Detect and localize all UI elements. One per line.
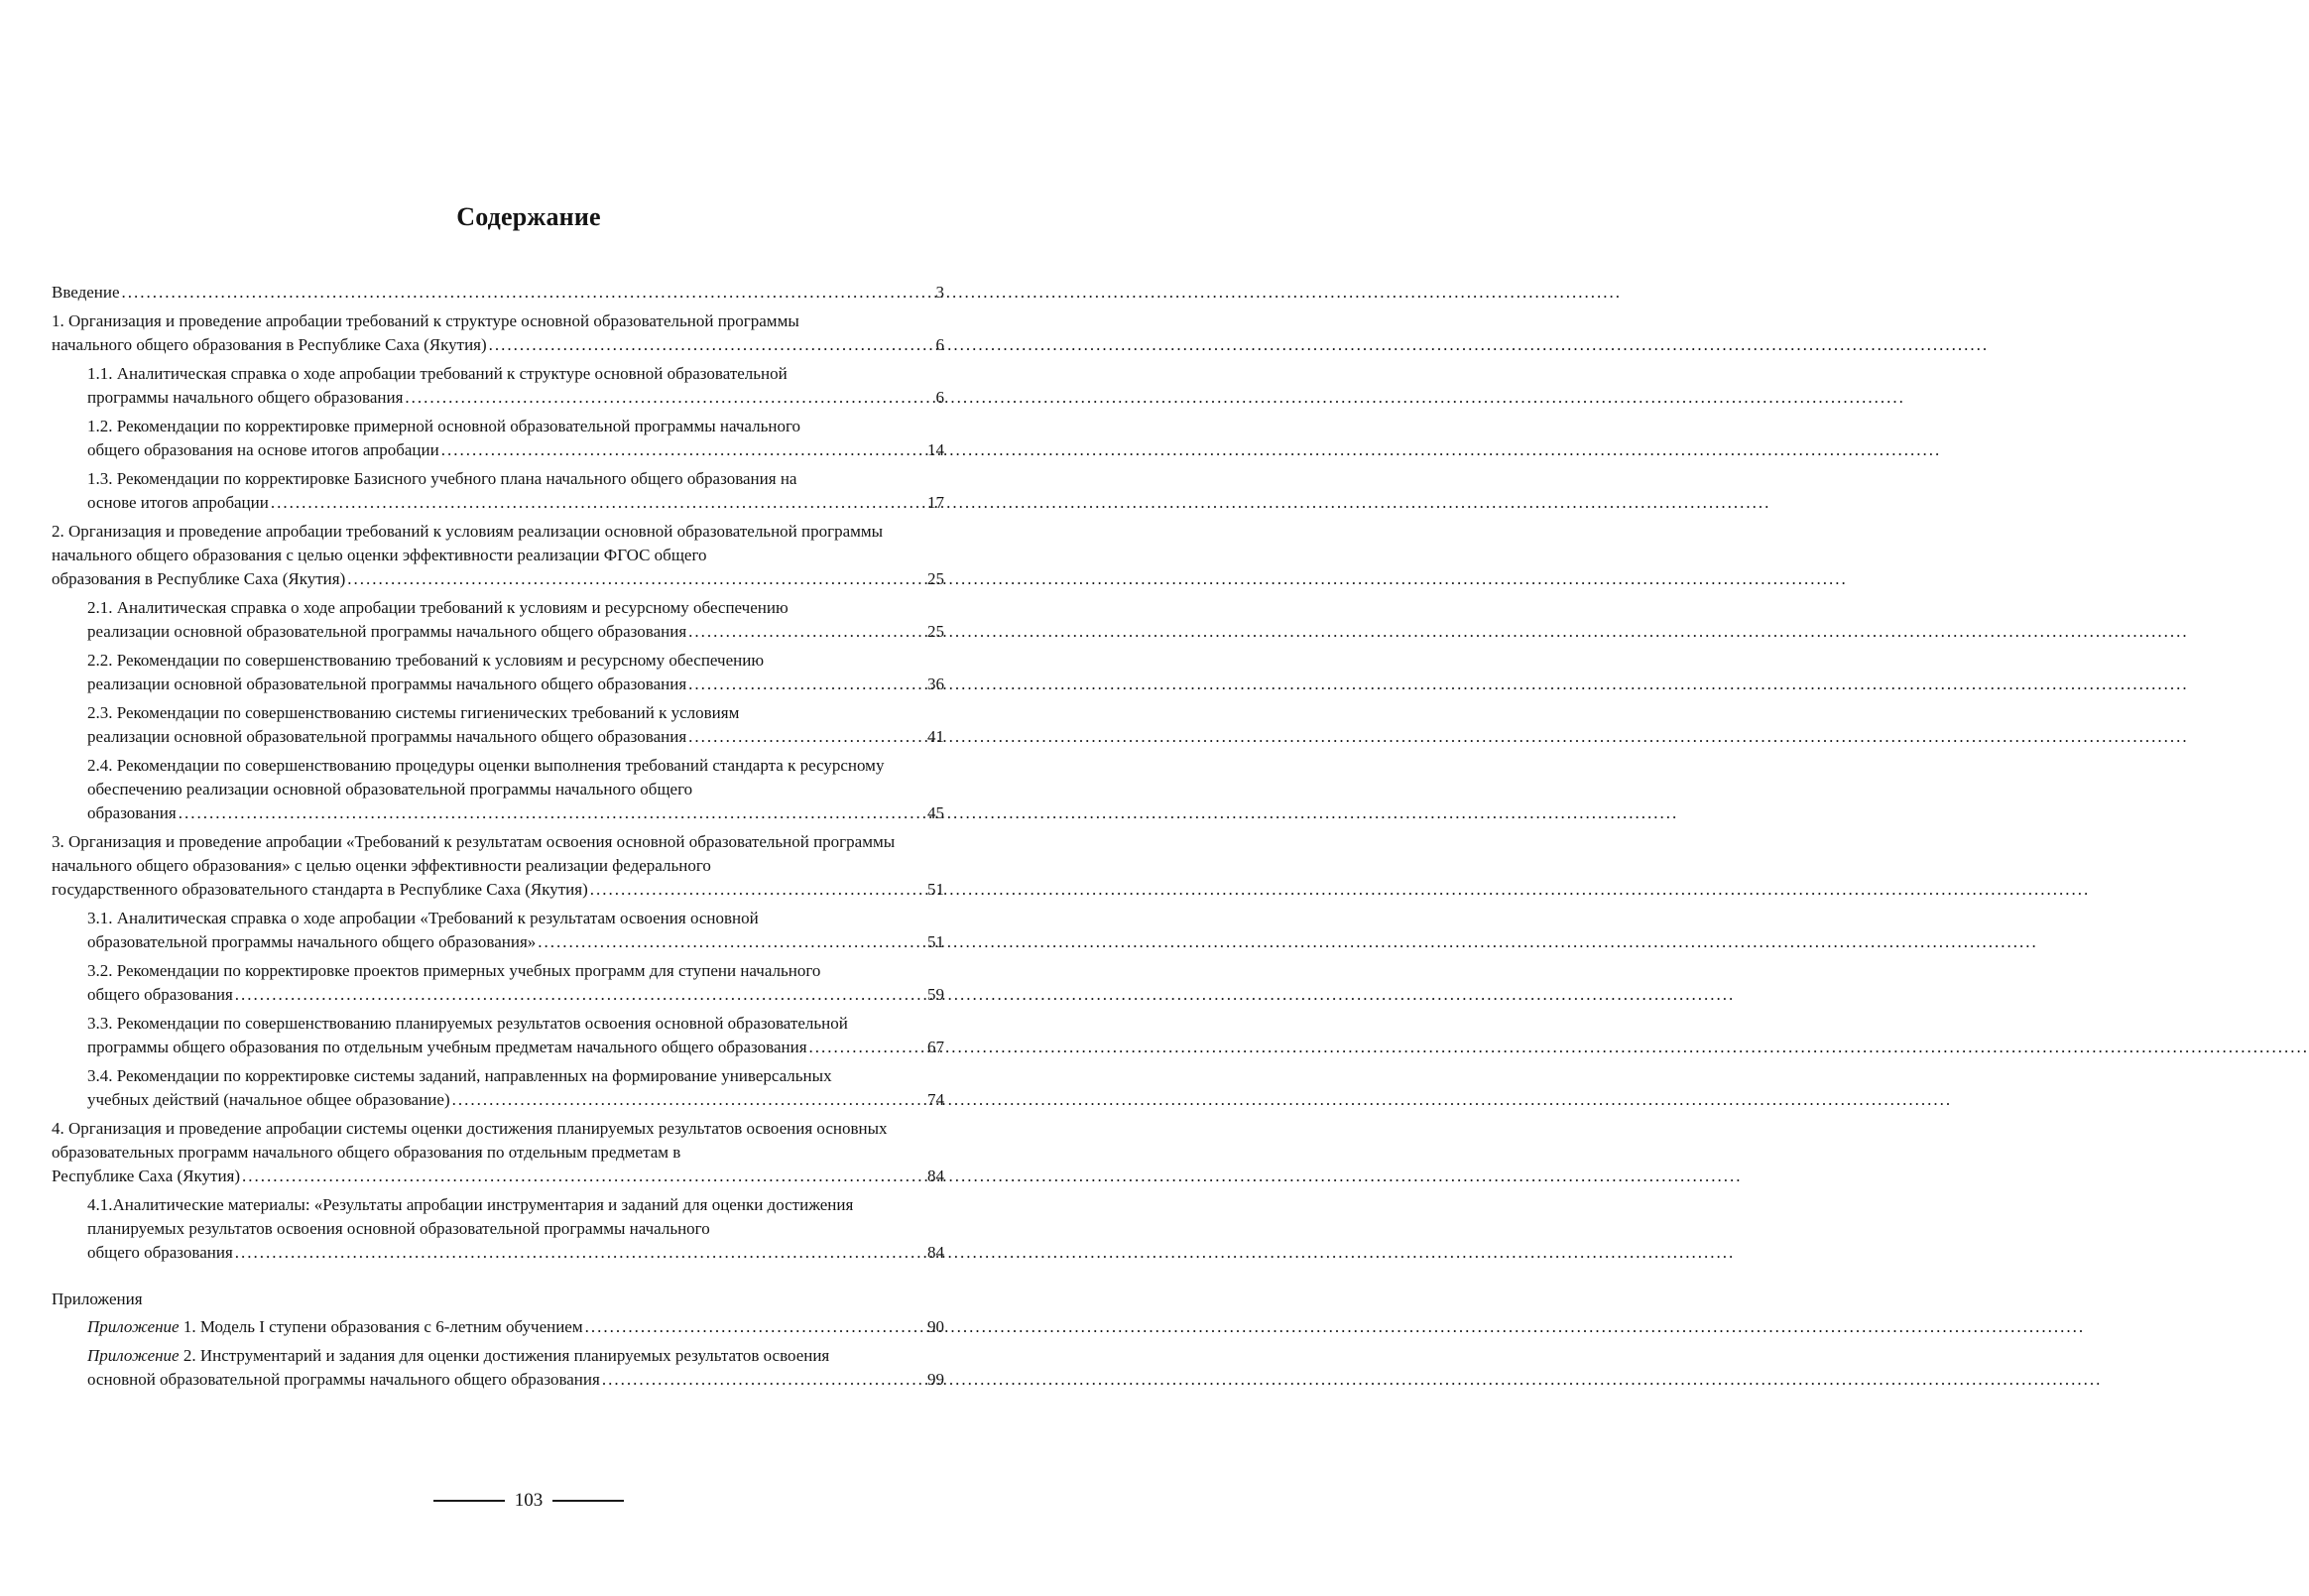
toc-entry-text: 2.4. Рекомендации по совершенствованию процедуры оценки выполнения требований стандарта к ресурсному обеспечению реализации основной образовательной программы начального общего (87, 756, 885, 798)
dot-leader (405, 386, 931, 410)
table-of-contents (52, 281, 944, 1270)
toc-entry-text: 4. Организация и проведение апробации системы оценки достижения планируемых результатов освоения основных образовательных программ начального общего образования по отдельным предметам в (52, 1119, 888, 1162)
toc-entry-text: реализации основной образовательной программы начального общего образования (87, 622, 687, 641)
dot-leader (242, 1165, 923, 1188)
appendix-entry-line-text (87, 1315, 583, 1339)
toc-entry (52, 596, 944, 644)
toc-entry (52, 1117, 944, 1188)
toc-entry-line (87, 620, 944, 644)
toc-entry-text: программы начального общего образования (87, 388, 404, 407)
appendix-prefix: Приложение (87, 1317, 180, 1336)
dot-leader (688, 673, 923, 696)
dot-leader (441, 438, 923, 462)
appendix-entry (52, 1315, 944, 1339)
document-page (0, 0, 1057, 1596)
toc-entry-text: 1.2. Рекомендации по корректировке примерной основной образовательной программы начального (87, 417, 800, 435)
dot-leader (688, 725, 923, 749)
toc-entry-text: образования в Республике Саха (Якутия) (52, 569, 346, 588)
toc-entry-text: 2.1. Аналитическая справка о ходе апробации требований к условиям и ресурсному обеспечению (87, 598, 789, 617)
dot-leader (452, 1088, 923, 1112)
appendix-heading: Приложения (52, 1289, 143, 1308)
toc-entry-line (87, 673, 944, 696)
dot-leader (538, 930, 923, 954)
toc-entry-line (87, 438, 944, 462)
dot-leader (122, 281, 932, 305)
dot-leader (602, 1368, 923, 1392)
toc-entry-line (52, 878, 944, 902)
dot-leader (585, 1315, 923, 1339)
page-number: 103 (514, 1490, 544, 1511)
toc-entry-text: программы общего образования по отдельным учебным предметам начального общего образования (87, 1038, 807, 1056)
toc-entry-text: образования (87, 803, 177, 822)
toc-entry-text: 3. Организация и проведение апробации «Требований к результатам освоения основной образовательной программы начального общего образования» с целью оценки эффективности реализации федерального (52, 832, 896, 875)
appendix-entry-line (87, 1315, 944, 1339)
dot-leader (235, 1241, 923, 1265)
toc-entry-line (52, 281, 944, 305)
dot-leader (489, 333, 932, 357)
dot-leader (809, 1036, 923, 1059)
toc-entry-text: общего образования (87, 1243, 233, 1262)
appendix-entry-line-text (87, 1368, 600, 1392)
toc-page-number: 25 (927, 569, 944, 588)
toc-page-number: 45 (927, 803, 944, 822)
toc-entry-text: 1. Организация и проведение апробации требований к структуре основной образовательной программы (52, 311, 799, 330)
toc-page-number: 74 (927, 1090, 944, 1109)
toc-entry (52, 907, 944, 954)
toc-entry-line (87, 930, 944, 954)
toc-entry-line (52, 333, 944, 357)
appendix-entry-text: 2. Инструментарий и задания для оценки достижения планируемых результатов освоения (179, 1346, 830, 1365)
toc-page-number: 14 (927, 440, 944, 459)
appendix-prefix: Приложение (87, 1346, 180, 1365)
toc-entry-line (87, 983, 944, 1007)
toc-entry-text: 1.1. Аналитическая справка о ходе апробации требований к структуре основной образовательной (87, 364, 788, 383)
footer-rule-left (433, 1500, 505, 1502)
toc-entry-line (87, 386, 944, 410)
toc-page-number: 3 (935, 283, 944, 302)
toc-entry-line (87, 1036, 944, 1059)
toc-entry-text: Республике Саха (Якутия) (52, 1166, 241, 1185)
toc-page-number: 84 (927, 1243, 944, 1262)
toc-entry-line (87, 725, 944, 749)
appendix-list (52, 1315, 944, 1397)
toc-entry-line (52, 1165, 944, 1188)
toc-entry (52, 309, 944, 357)
toc-entry (52, 701, 944, 749)
toc-page-number: 84 (927, 1166, 944, 1185)
toc-entry-text: 3.2. Рекомендации по корректировке проектов примерных учебных программ для ступени начального (87, 961, 821, 980)
toc-entry (52, 281, 944, 305)
toc-page-number: 25 (927, 622, 944, 641)
dot-leader (347, 567, 923, 591)
appendix-page-number: 99 (927, 1370, 944, 1389)
toc-page-number: 17 (927, 493, 944, 512)
toc-entry-line (87, 491, 944, 515)
toc-entry-text: 2. Организация и проведение апробации требований к условиям реализации основной образовательной программы начального общего образования с целью оценки эффективности реализации ФГОС общего (52, 522, 884, 564)
dot-leader (179, 801, 923, 825)
toc-page-number: 59 (927, 985, 944, 1004)
appendix-entry-text: 1. Модель I ступени образования с 6-летним обучением (179, 1317, 583, 1336)
toc-entry (52, 467, 944, 515)
footer-rule-right (552, 1500, 624, 1502)
toc-entry-text: 2.2. Рекомендации по совершенствованию требований к условиям и ресурсному обеспечению (87, 651, 765, 670)
page-title: Содержание (456, 202, 601, 231)
toc-entry-text: учебных действий (начальное общее образование) (87, 1090, 450, 1109)
toc-entry (52, 520, 944, 591)
toc-entry-text: 3.3. Рекомендации по совершенствованию планируемых результатов освоения основной образовательной (87, 1014, 848, 1033)
toc-entry (52, 830, 944, 902)
toc-page-number: 51 (927, 932, 944, 951)
toc-entry-text: реализации основной образовательной программы начального общего образования (87, 675, 687, 693)
toc-entry-text: начального общего образования в Республике Саха (Якутия) (52, 335, 487, 354)
dot-leader (271, 491, 923, 515)
dot-leader (688, 620, 923, 644)
toc-entry-text: общего образования на основе итогов апробации (87, 440, 439, 459)
toc-page-number: 41 (927, 727, 944, 746)
toc-entry (52, 754, 944, 825)
appendix-page-number: 90 (927, 1317, 944, 1336)
toc-entry (52, 1193, 944, 1265)
toc-page-number: 67 (927, 1038, 944, 1056)
toc-entry-line (87, 801, 944, 825)
dot-leader (235, 983, 923, 1007)
dot-leader (590, 878, 923, 902)
appendix-entry (52, 1344, 944, 1392)
toc-entry-text: основе итогов апробации (87, 493, 269, 512)
toc-entry-text: общего образования (87, 985, 233, 1004)
toc-entry (52, 415, 944, 462)
toc-entry (52, 959, 944, 1007)
appendix-entry-line (87, 1368, 944, 1392)
toc-entry-line (87, 1088, 944, 1112)
page-footer (0, 1490, 1057, 1512)
toc-entry (52, 1064, 944, 1112)
toc-entry-text: образовательной программы начального общего образования» (87, 932, 537, 951)
toc-entry-text: государственного образовательного стандарта в Республике Саха (Якутия) (52, 880, 588, 899)
toc-entry-text: 3.1. Аналитическая справка о ходе апробации «Требований к результатам освоения основной (87, 909, 759, 927)
toc-entry-text: Введение (52, 283, 120, 302)
appendix-entry-text: основной образовательной программы начального общего образования (87, 1370, 600, 1389)
toc-entry-text: 1.3. Рекомендации по корректировке Базисного учебного плана начального общего образования на (87, 469, 797, 488)
toc-page-number: 6 (935, 388, 944, 407)
toc-entry-text: 3.4. Рекомендации по корректировке системы заданий, направленных на формирование универсальных (87, 1066, 832, 1085)
toc-entry-text: реализации основной образовательной программы начального общего образования (87, 727, 687, 746)
toc-entry-line (52, 567, 944, 591)
appendix-entry-first-line (87, 1344, 944, 1368)
toc-entry (52, 362, 944, 410)
toc-entry-text: 4.1.Аналитические материалы: «Результаты апробации инструментария и заданий для оценки достижения планируемых результатов освоения основной образовательной программы начального (87, 1195, 854, 1238)
toc-entry-text: 2.3. Рекомендации по совершенствованию системы гигиенических требований к условиям (87, 703, 740, 722)
toc-page-number: 51 (927, 880, 944, 899)
toc-page-number: 36 (927, 675, 944, 693)
toc-entry-line (87, 1241, 944, 1265)
toc-entry (52, 649, 944, 696)
toc-entry (52, 1012, 944, 1059)
toc-page-number: 6 (935, 335, 944, 354)
